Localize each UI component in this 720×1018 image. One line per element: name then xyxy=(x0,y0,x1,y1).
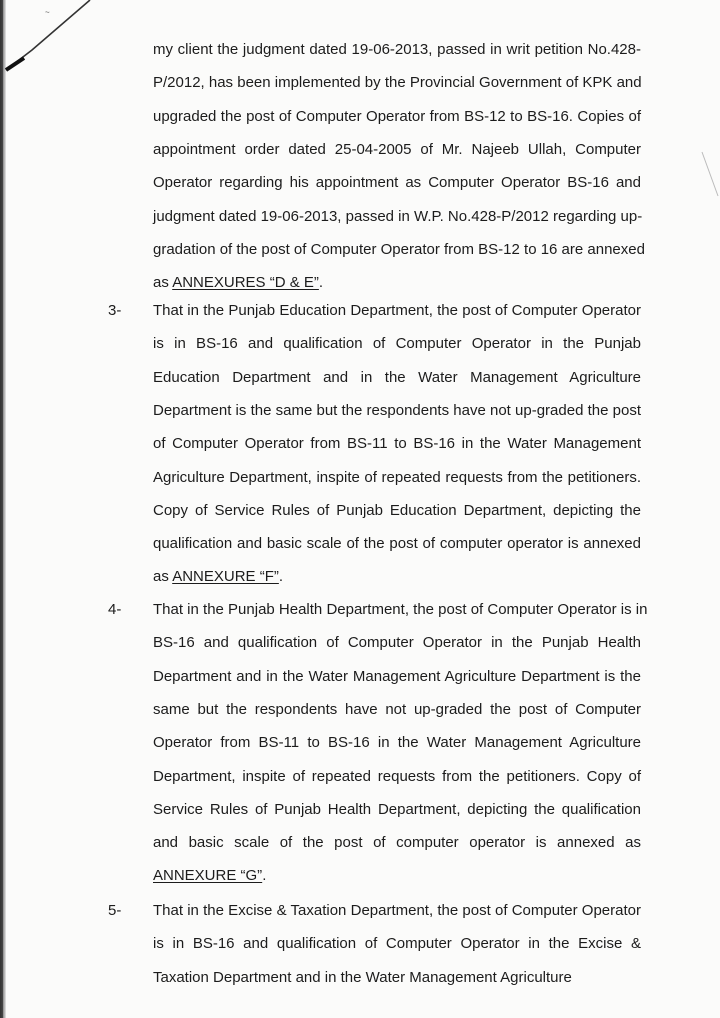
text-line: judgment dated 19-06-2013, passed in W.P. No.428-P/2012 regarding up- xyxy=(153,207,643,225)
text-line: Operator from BS-11 to BS-16 in the Water Management Agriculture xyxy=(153,734,641,752)
text-line: Copy of Service Rules of Punjab Education Department, depicting the xyxy=(153,501,641,519)
scan-left-edge-shadow xyxy=(0,0,6,1018)
text-line: Education Department and in the Water Management Agriculture xyxy=(153,368,641,386)
text-line: my client the judgment dated 19-06-2013, passed in writ petition No.428- xyxy=(153,41,641,58)
text-line: That in the Punjab Education Department, the post of Computer Operator xyxy=(153,302,641,319)
text-line: Service Rules of Punjab Health Department, depicting the qualification xyxy=(153,800,641,818)
text-line: Department and in the Water Management Agriculture Department is the xyxy=(153,667,641,685)
annexure-line xyxy=(153,568,641,586)
annexure-reference: ANNEXURE “F” xyxy=(172,568,279,586)
text-line: That in the Excise & Taxation Department, the post of Computer Operator xyxy=(153,902,641,919)
scan-speck: ~ xyxy=(45,8,50,17)
annexure-reference: ANNEXURE “G” xyxy=(153,867,263,885)
text-line: upgraded the post of Computer Operator from BS-12 to BS-16. Copies of xyxy=(153,107,641,125)
text-line: That in the Punjab Health Department, the post of Computer Operator is in xyxy=(153,601,648,618)
annexure-prefix: as xyxy=(153,274,173,292)
text-line: of Computer Operator from BS-11 to BS-16 in the Water Management xyxy=(153,435,641,453)
text-line: gradation of the post of Computer Operator from BS-12 to 16 are annexed xyxy=(153,240,645,258)
paragraph-number: 5- xyxy=(108,902,122,919)
text-line: same but the respondents have not up-graded the post of Computer xyxy=(153,700,641,718)
text-line: is in BS-16 and qualification of Computer Operator in the Punjab xyxy=(153,335,641,353)
text-line: BS-16 and qualification of Computer Operator in the Punjab Health xyxy=(153,634,641,652)
annexure-prefix: as xyxy=(153,568,173,586)
scan-edge-dark xyxy=(0,0,3,1018)
text-line: Taxation Department and in the Water Management Agriculture xyxy=(153,968,572,986)
annexure-line xyxy=(153,274,641,292)
paragraph-number: 4- xyxy=(108,601,122,618)
scan-artifact-line xyxy=(700,150,720,200)
text-line: appointment order dated 25-04-2005 of Mr. Najeeb Ullah, Computer xyxy=(153,140,641,158)
text-line: Department is the same but the respondents have not up-graded the post xyxy=(153,401,641,419)
annexure-suffix: . xyxy=(318,274,324,292)
text-line: and basic scale of the post of computer operator is annexed as xyxy=(153,834,641,852)
annexure-suffix: . xyxy=(262,867,267,885)
text-line: qualification and basic scale of the post of computer operator is annexed xyxy=(153,535,641,553)
text-line: Operator regarding his appointment as Computer Operator BS-16 and xyxy=(153,174,641,192)
text-line: is in BS-16 and qualification of Computer Operator in the Excise & xyxy=(153,935,641,953)
paragraph-number: 3- xyxy=(108,302,122,319)
text-line: P/2012, has been implemented by the Provincial Government of KPK and xyxy=(153,74,642,92)
annexure-reference: ANNEXURES “D & E” xyxy=(172,274,319,292)
text-line: Agriculture Department, inspite of repeated requests from the petitioners. xyxy=(153,468,641,486)
text-line: Department, inspite of repeated requests from the petitioners. Copy of xyxy=(153,767,641,785)
annexure-suffix: . xyxy=(278,568,284,586)
annexure-line xyxy=(153,867,641,885)
